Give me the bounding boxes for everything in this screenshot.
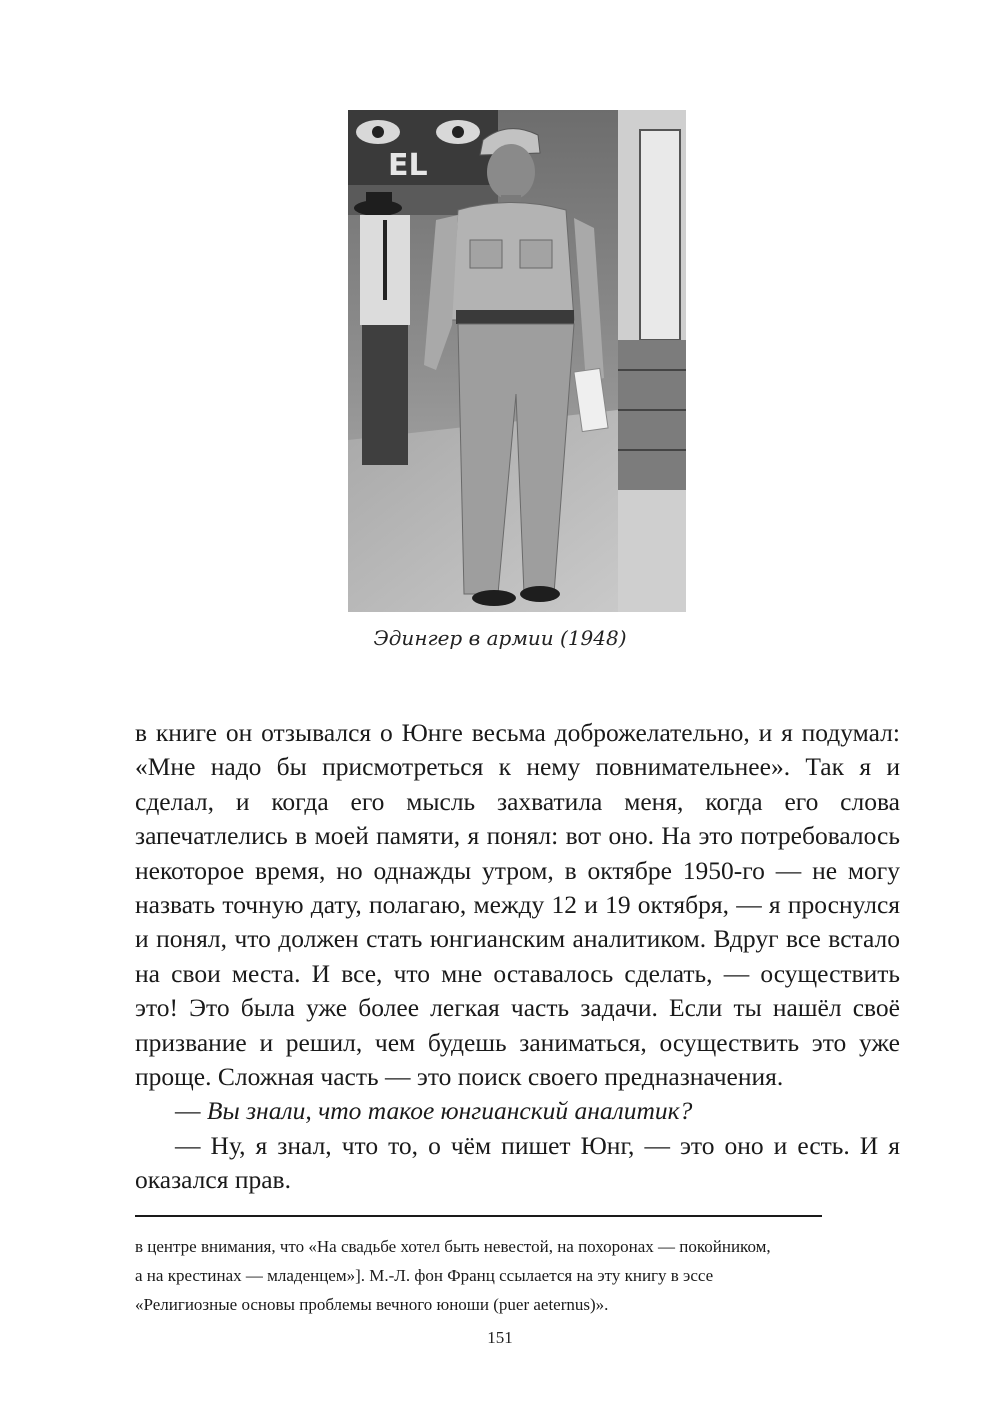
- question-paragraph: [135, 1094, 900, 1128]
- footnote-divider: [135, 1215, 822, 1217]
- sign-lettering: EL: [388, 148, 428, 183]
- caption-name: Эдингер в армии: [373, 626, 554, 650]
- paragraph: в книге он отзывался о Юнге весьма доброжелательно, и я подумал: «Мне надо бы присмотреться к нему повнимательнее». Так я и сделал, и когда его мысль захватила меня, когда его слова запечатлелись в моей памяти, я понял: вот оно. На это потребовалось некоторое время, но однажды утром, в октябре 1950-го — не могу назвать точную дату, полагаю, между 12 и 19 октября, — я проснулся и понял, что должен стать юнгианским аналитиком. Вдруг все встало на свои места. И все, что мне оставалось сделать, — осуществить это! Это была уже более легкая часть задачи. Если ты нашёл своё призвание и решил, чем будешь заниматься, осуществить это уже проще. Сложная часть — это поиск своего предназначения.: [135, 718, 900, 1092]
- footnote: [135, 1232, 895, 1319]
- figure-caption: [0, 626, 1000, 650]
- main-text: [135, 716, 900, 1198]
- question-dash: —: [175, 1096, 207, 1126]
- figure-photo: [348, 110, 686, 612]
- page-number: 151: [487, 1328, 513, 1347]
- footnote-line: в центре внимания, что «На свадьбе хотел быть невестой, на похоронах — покойником,: [135, 1237, 771, 1256]
- footnote-line: «Религиозные основы проблемы вечного юноши (puer aeternus)».: [135, 1295, 609, 1314]
- footnote-line: а на крестинах — младенцем»]. М.-Л. фон Франц ссылается на эту книгу в эссе: [135, 1266, 714, 1285]
- caption-year: (1948): [560, 626, 627, 650]
- soldier-photo-image: [348, 110, 686, 612]
- answer-paragraph: — Ну, я знал, что то, о чём пишет Юнг, — это оно и есть. И я оказался прав.: [135, 1130, 900, 1195]
- question-text: Вы знали, что такое юнгианский аналитик?: [206, 1096, 693, 1126]
